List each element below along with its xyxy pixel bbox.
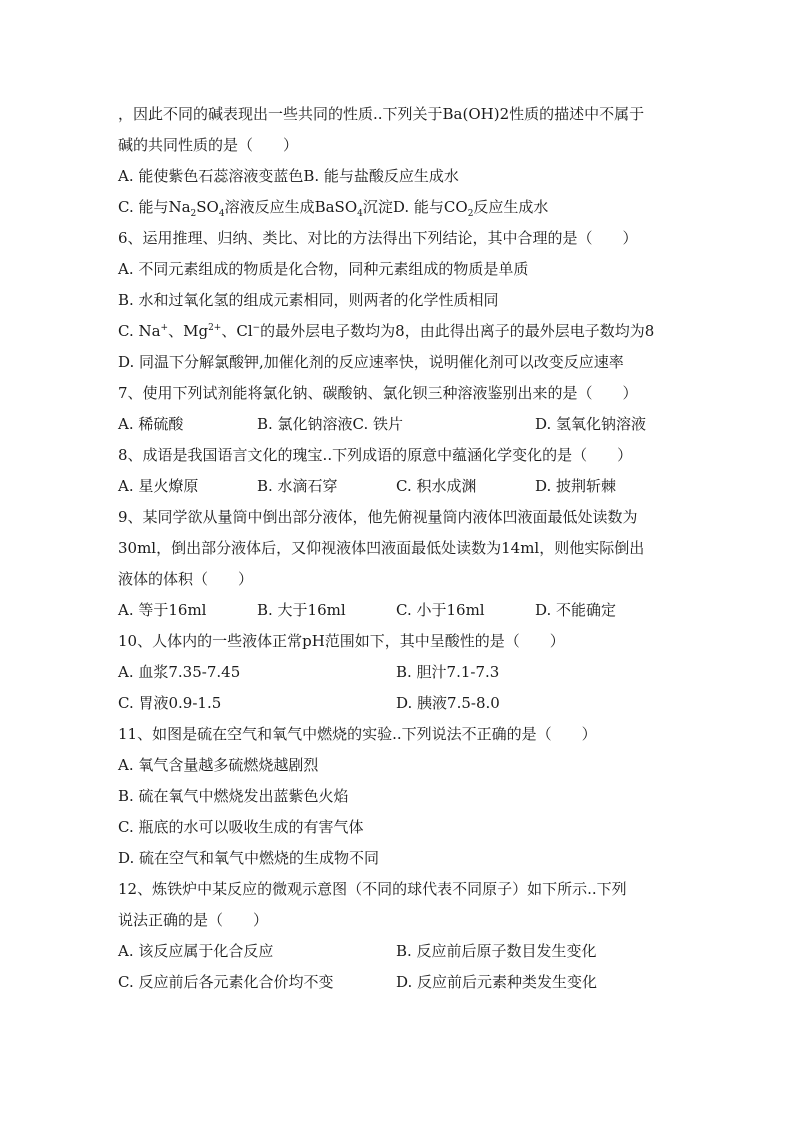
q5-option-ab: A. 能使紫色石蕊溶液变蓝色B. 能与盐酸反应生成水 [118,167,459,185]
q11-option-d: D. 硫在空气和氧气中燃烧的生成物不同 [118,849,380,867]
subscript: 4 [357,209,363,219]
q12-stem-line1: 12、炼铁炉中某反应的微观示意图（不同的球代表不同原子）如下所示..下列 [118,880,627,898]
q6-option-c-text: 、Cl [221,322,253,340]
q10-option-a: A. 血浆7.35-7.45 [118,663,241,681]
subscript: 2 [190,209,197,219]
q5-option-cd-text: 沉淀D. 能与CO [362,198,468,216]
q12-option-c: C. 反应前后各元素化合价均不变 [118,973,334,991]
subscript: 2 [467,209,474,219]
q6-option-c-text: 、Mg [168,322,209,340]
superscript: 2+ [208,323,222,333]
q6-stem: 6、运用推理、归纳、类比、对比的方法得出下列结论，其中合理的是（ ） [118,229,638,247]
q11-option-c: C. 瓶底的水可以吸收生成的有害气体 [118,818,364,836]
q12-option-d: D. 反应前后元素种类发生变化 [396,973,598,991]
superscript: + [160,323,169,333]
q7-option-d: D. 氢氧化钠溶液 [535,415,647,433]
q6-option-c-text: C. Na [118,322,161,340]
q9-stem-line2: 30ml，倒出部分液体后，又仰视液体凹液面最低处读数为14ml，则他实际倒出 [118,539,645,557]
q9-option-b: B. 大于16ml [257,601,346,619]
q9-stem-line3: 液体的体积（ ） [118,570,254,588]
q8-option-b: B. 水滴石穿 [257,477,338,495]
q5-option-c-text: C. 能与Na [118,198,191,216]
q5-stem-line1: ，因此不同的碱表现出一些共同的性质..下列关于Ba(OH)2性质的描述中不属于 [118,105,645,123]
q12-option-b: B. 反应前后原子数目发生变化 [396,942,597,960]
q8-option-c: C. 积水成渊 [396,477,477,495]
q5-stem-line2: 碱的共同性质的是（ ） [118,136,299,154]
q5-option-c-text: 溶液反应生成BaSO [224,198,358,216]
q7-stem: 7、使用下列试剂能将氯化钠、碳酸钠、氯化钡三种溶液鉴别出来的是（ ） [118,384,638,402]
q6-option-d: D. 同温下分解氯酸钾,加催化剂的反应速率快，说明催化剂可以改变反应速率 [118,353,624,371]
q11-option-b: B. 硫在氧气中燃烧发出蓝紫色火焰 [118,787,349,805]
q7-option-bc: B. 氯化钠溶液C. 铁片 [257,415,404,433]
q12-stem-line2: 说法正确的是（ ） [118,911,269,929]
q12-option-a: A. 该反应属于化合反应 [118,942,274,960]
q11-option-a: A. 氧气含量越多硫燃烧越剧烈 [118,756,319,774]
q10-option-b: B. 胆汁7.1-7.3 [396,663,500,681]
q10-stem: 10、人体内的一些液体正常pH范围如下，其中呈酸性的是（ ） [118,632,565,650]
q5-option-d-text: 反应生成水 [473,198,549,216]
q9-option-d: D. 不能确定 [535,601,617,619]
q6-option-c [118,321,654,341]
q9-option-c: C. 小于16ml [396,601,485,619]
q8-stem: 8、成语是我国语言文化的瑰宝..下列成语的原意中蕴涵化学变化的是（ ） [118,446,633,464]
q9-stem-line1: 9、某同学欲从量筒中倒出部分液体，他先俯视量筒内液体凹液面最低处读数为 [118,508,638,526]
superscript: − [252,323,261,333]
q11-stem: 11、如图是硫在空气和氧气中燃烧的实验..下列说法不正确的是（ ） [118,725,597,743]
q5-option-cd [118,197,548,217]
q8-option-a: A. 星火燎原 [118,477,199,495]
q10-option-c: C. 胃液0.9-1.5 [118,694,222,712]
subscript: 4 [218,209,225,219]
q6-option-a: A. 不同元素组成的物质是化合物，同种元素组成的物质是单质 [118,260,529,278]
q8-option-d: D. 披荆斩棘 [535,477,617,495]
q7-option-a: A. 稀硫酸 [118,415,184,433]
q9-option-a: A. 等于16ml [118,601,207,619]
q6-option-c-text: 的最外层电子数均为8，由此得出离子的最外层电子数均为8 [260,322,655,340]
q10-option-d: D. 胰液7.5-8.0 [396,694,500,712]
q5-option-c-text: SO [196,198,219,216]
q6-option-b: B. 水和过氧化氢的组成元素相同，则两者的化学性质相同 [118,291,499,309]
